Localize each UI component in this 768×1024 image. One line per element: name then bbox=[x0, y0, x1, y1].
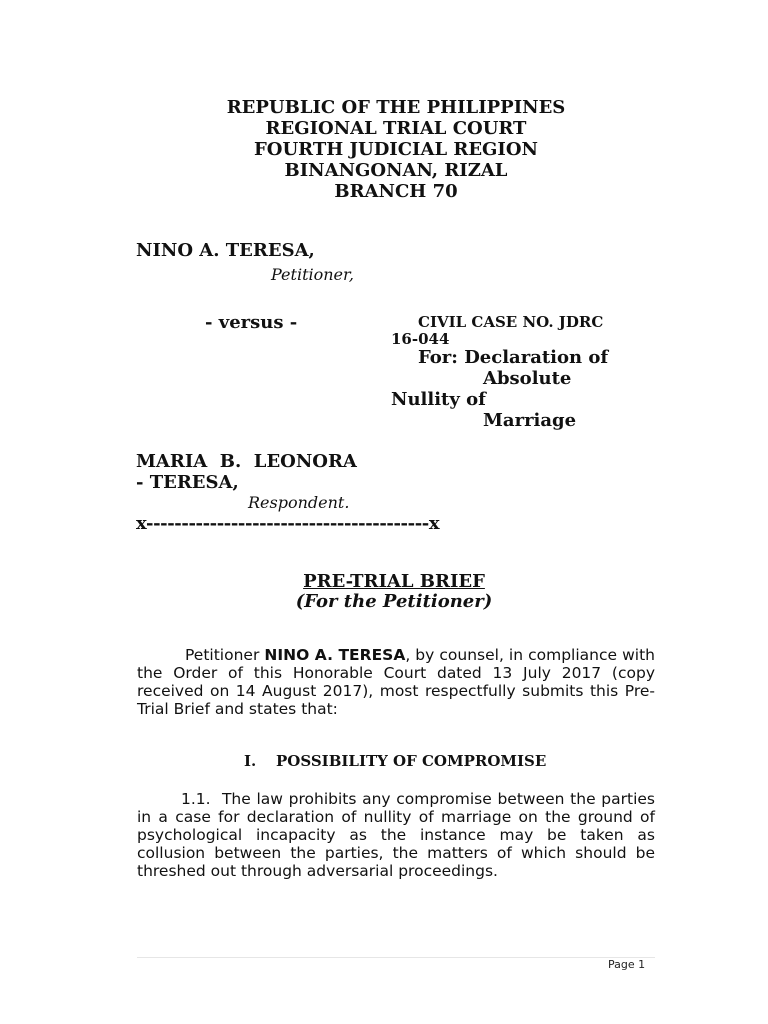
paragraph-number: 1.1. bbox=[181, 790, 211, 808]
section-number: I. bbox=[244, 752, 257, 770]
caption-divider: x----------------------------------------x bbox=[136, 513, 440, 534]
court-header-line-1: REPUBLIC OF THE PHILIPPINES bbox=[226, 97, 566, 118]
petitioner-role: Petitioner, bbox=[271, 265, 354, 284]
versus-label: - versus - bbox=[205, 312, 298, 333]
court-header-line-4: BINANGONAN, RIZAL bbox=[284, 160, 508, 181]
paragraph-text: The law prohibits any compromise between the parties in a case for declaration of nullity of marriage on the ground of psychological incapacity as the instance may be taken as collusion between the parties, the matters of which should be threshed out through adversarial proceedings. bbox=[137, 790, 655, 880]
document-title bbox=[0, 571, 768, 592]
case-nature-line-1: For: Declaration of bbox=[418, 347, 609, 368]
respondent-name-line-1: MARIA B. LEONORA bbox=[136, 451, 357, 472]
case-number-line-2: 16-044 bbox=[391, 330, 450, 348]
document-title-text: PRE-TRIAL BRIEF bbox=[303, 571, 485, 592]
intro-lead: Petitioner bbox=[185, 646, 265, 664]
court-header-line-2: REGIONAL TRIAL COURT bbox=[265, 118, 527, 139]
section-heading bbox=[244, 752, 546, 770]
court-header-line-3: FOURTH JUDICIAL REGION bbox=[254, 139, 538, 160]
intro-paragraph bbox=[137, 646, 655, 718]
case-number-line-1: CIVIL CASE NO. JDRC bbox=[418, 313, 604, 331]
section-paragraph bbox=[137, 790, 655, 880]
case-nature-line-2: Absolute bbox=[483, 368, 572, 389]
intro-text: , by counsel, in compliance with the Order of this Honorable Court dated 13 July 2017 (copy received on 14 August 2017), most respectfully submits this Pre-Trial Brief and states that: bbox=[137, 646, 655, 718]
respondent-role: Respondent. bbox=[248, 493, 350, 512]
case-nature-line-3: Nullity of bbox=[391, 389, 486, 410]
petitioner-name: NINO A. TERESA, bbox=[136, 240, 315, 261]
section-title: POSSIBILITY OF COMPROMISE bbox=[276, 752, 547, 770]
court-header-line-5: BRANCH 70 bbox=[334, 181, 458, 202]
document-subtitle: (For the Petitioner) bbox=[295, 591, 493, 612]
footer-divider bbox=[137, 957, 655, 958]
case-nature-line-4: Marriage bbox=[483, 410, 577, 431]
page-number: Page 1 bbox=[608, 958, 646, 971]
respondent-name-line-2: - TERESA, bbox=[136, 472, 239, 493]
intro-petitioner-name: NINO A. TERESA bbox=[264, 646, 406, 664]
